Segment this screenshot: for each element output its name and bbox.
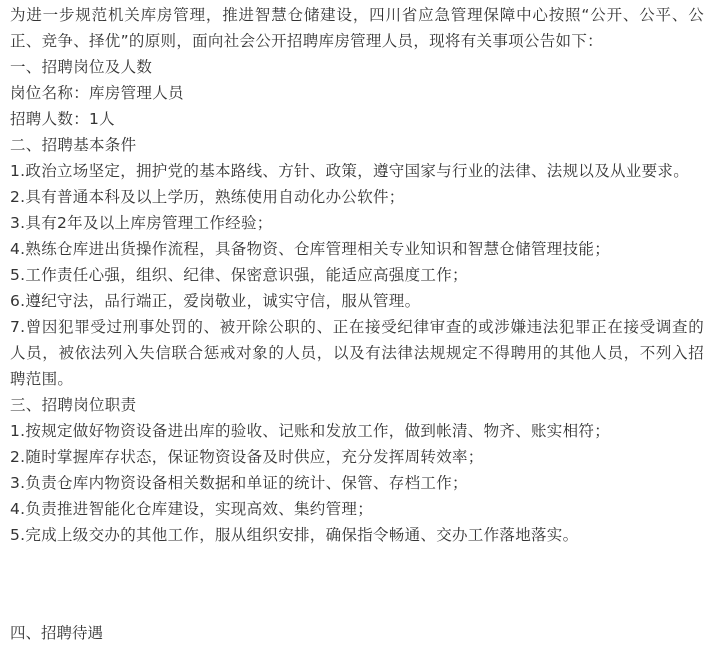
duty-item: 5.完成上级交办的其他工作，服从组织安排，确保指令畅通、交办工作落地落实。 (10, 526, 579, 544)
duty-item: 2.随时掌握库存状态，保证物资设备及时供应，充分发挥周转效率； (10, 448, 484, 466)
section-heading-duties: 三、招聘岗位职责 (10, 396, 137, 414)
section-heading-requirements: 二、招聘基本条件 (10, 136, 137, 154)
duty-item: 1.按规定做好物资设备进出库的验收、记账和发放工作，做到帐清、物齐、账实相符； (10, 422, 610, 440)
requirement-item: 6.遵纪守法，品行端正，爱岗敬业，诚实守信，服从管理。 (10, 292, 421, 310)
section-heading-positions: 一、招聘岗位及人数 (10, 58, 153, 76)
requirement-item: 7.曾因犯罪受过刑事处罚的、被开除公职的、正在接受纪律审查的或涉嫌违法犯罪正在接受调查的人员，被依法列入失信联合惩戒对象的人员，以及有法律法规规定不得聘用的其他人员，不列入招聘范围。 (10, 318, 704, 388)
requirement-item: 3.具有2年及以上库房管理工作经验； (10, 214, 273, 232)
requirement-item: 2.具有普通本科及以上学历，熟练使用自动化办公软件； (10, 188, 405, 206)
duty-item: 3.负责仓库内物资设备相关数据和单证的统计、保管、存档工作； (10, 474, 468, 492)
position-name: 岗位名称：库房管理人员 (10, 84, 184, 102)
requirement-item: 5.工作责任心强，组织、纪律、保密意识强，能适应高强度工作； (10, 266, 468, 284)
requirement-item: 1.政治立场坚定，拥护党的基本路线、方针、政策，遵守国家与行业的法律、法规以及从业要求。 (10, 162, 689, 180)
intro-paragraph: 为进一步规范机关库房管理，推进智慧仓储建设，四川省应急管理保障中心按照“公开、公平、公正、竞争、择优”的原则，面向社会公开招聘库房管理人员，现将有关事项公告如下： (10, 6, 704, 50)
announcement-body (10, 2, 704, 548)
duty-item: 4.负责推进智能化仓库建设，实现高效、集约管理； (10, 500, 373, 518)
next-section-heading: 四、招聘待遇 (10, 624, 104, 642)
requirement-item: 4.熟练仓库进出货操作流程，具备物资、仓库管理相关专业知识和智慧仓储管理技能； (10, 240, 610, 258)
next-section-heading-cutoff (10, 624, 130, 642)
recruit-count: 招聘人数：1人 (10, 110, 115, 128)
